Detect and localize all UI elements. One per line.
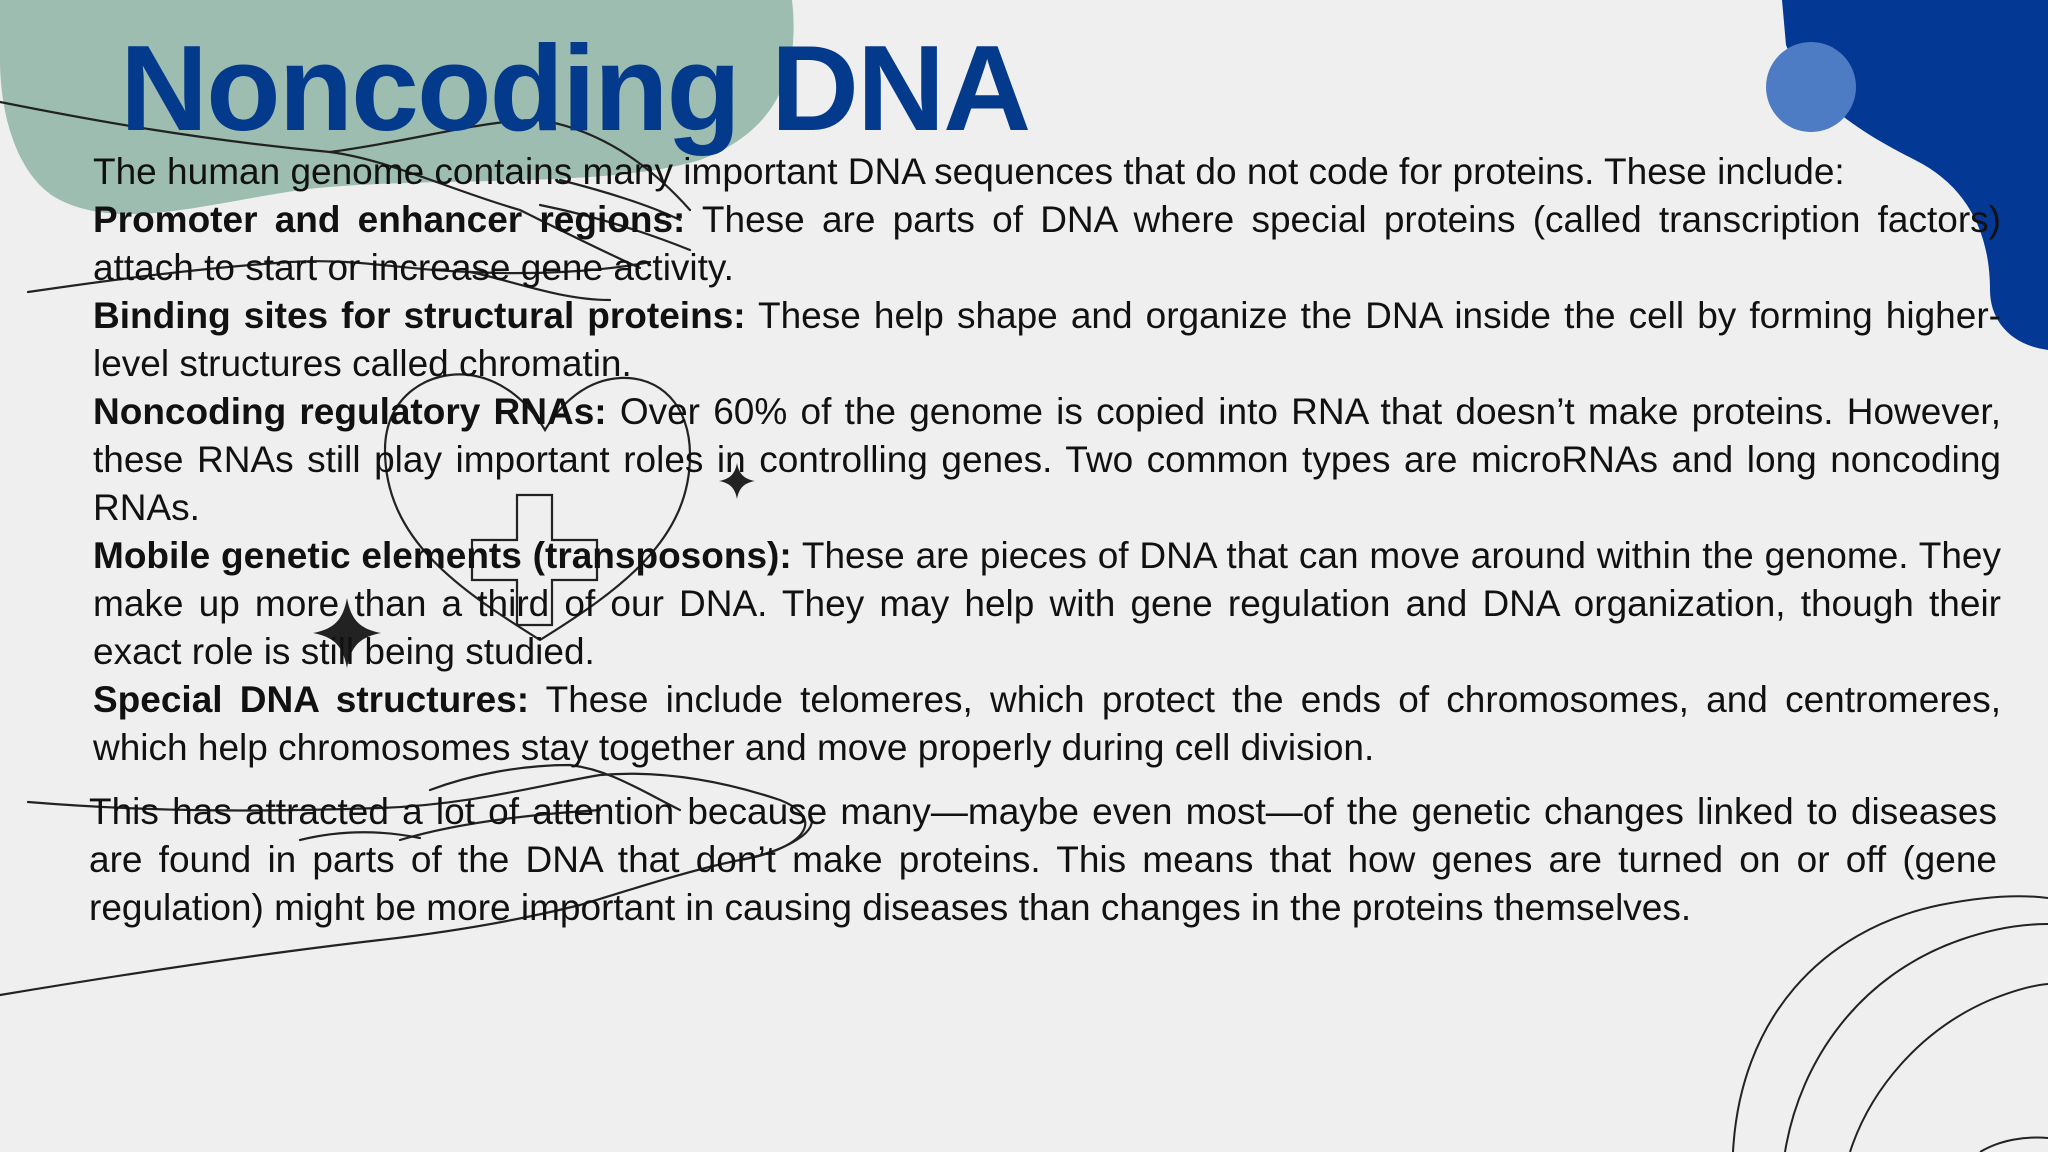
item-term: Special DNA structures: <box>93 679 530 720</box>
item-term: Promoter and enhancer regions: <box>93 199 686 240</box>
item-term: Binding sites for structural proteins: <box>93 295 746 336</box>
page-title: Noncoding DNA <box>120 20 1030 156</box>
item-text: These include telomeres, which protect the ends of chromosomes, and centromeres, which help chromosomes stay together and move properly during cell division. <box>93 679 2001 768</box>
blue-dot-icon <box>1766 42 1856 132</box>
list-item <box>93 292 2001 388</box>
slide-body <box>93 148 2001 772</box>
list-item <box>93 676 2001 772</box>
item-text: These are pieces of DNA that can move around within the genome. They make up more than a third of our DNA. They may help with gene regulation and DNA organization, though their exact role is still being studied. <box>93 535 2001 672</box>
list-item <box>93 388 2001 532</box>
arc-lines <box>1733 896 2048 1152</box>
item-term: Noncoding regulatory RNAs: <box>93 391 607 432</box>
summary-paragraph: This has attracted a lot of attention because many—maybe even most—of the genetic changes linked to diseases are found in parts of the DNA that don’t make proteins. This means that how genes are turned on or off (gene regulation) might be more important in causing diseases than changes in the proteins themselves. <box>89 791 1997 928</box>
item-text: Over 60% of the genome is copied into RNA that doesn’t make proteins. However, these RNAs still play important roles in controlling genes. Two common types are microRNAs and long noncoding RNAs. <box>93 391 2001 528</box>
intro-text: The human genome contains many important DNA sequences that do not code for proteins. These include: <box>93 151 1845 192</box>
list-item <box>93 532 2001 676</box>
item-text: These help shape and organize the DNA inside the cell by forming higher-level structures called chromatin. <box>93 295 2001 384</box>
item-text: These are parts of DNA where special proteins (called transcription factors) attach to start or increase gene activity. <box>93 199 2001 288</box>
item-term: Mobile genetic elements (transposons): <box>93 535 792 576</box>
list-item <box>93 196 2001 292</box>
